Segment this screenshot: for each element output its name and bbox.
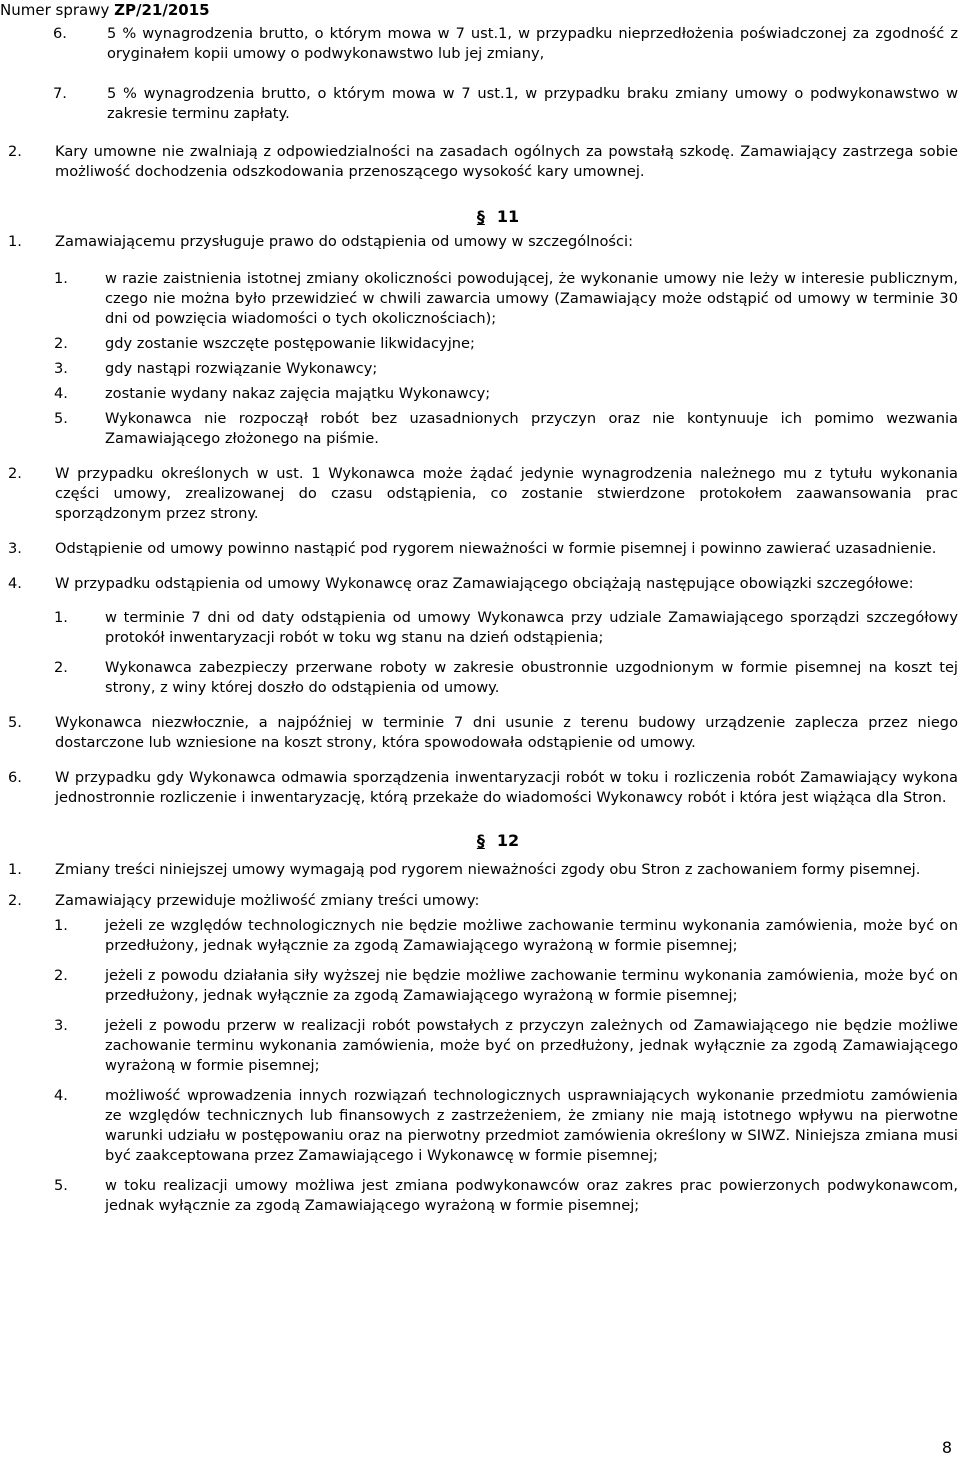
item-number: 3. — [54, 1017, 68, 1034]
item-number: 2. — [54, 967, 68, 984]
item-number: 5. — [54, 1177, 68, 1194]
item-text: W przypadku gdy Wykonawca odmawia sporządzenia inwentaryzacji robót w toku i rozliczenia robót Zamawiający wykona jednostronnie rozliczenie i inwentaryzację, którą przekaże do wiadomości Wykonawcy robót i która jest wiążąca dla Stron. — [55, 769, 958, 806]
item-number: 4. — [54, 1087, 68, 1104]
item-text: jeżeli ze względów technologicznych nie będzie możliwe zachowanie terminu wykonania zamówienia, może być on przedłużony, jednak wyłącznie za zgodą Zamawiającego wyrażoną w formie pisemnej; — [105, 917, 958, 954]
sub-list-item — [8, 384, 958, 404]
item-number: 2. — [8, 465, 22, 482]
item-number: 6. — [53, 25, 67, 42]
list-item — [8, 860, 958, 880]
item-number: 1. — [8, 233, 22, 250]
item-number: 2. — [54, 335, 68, 352]
item-text: Wykonawca zabezpieczy przerwane roboty w zakresie obustronnie uzgodnionym w formie pisemnej na koszt tej strony, z winy której doszło do odstąpienia od umowy. — [105, 659, 958, 696]
sub-list-item — [8, 1086, 958, 1166]
item-text: gdy zostanie wszczęte postępowanie likwidacyjne; — [105, 335, 475, 352]
item-text: W przypadku odstąpienia od umowy Wykonawcę oraz Zamawiającego obciążają następujące obowiązki szczegółowe: — [55, 575, 914, 592]
sub-list-item — [8, 269, 958, 329]
item-number: 5. — [54, 410, 68, 427]
item-text: Zamawiającemu przysługuje prawo do odstąpienia od umowy w szczególności: — [55, 233, 634, 250]
case-prefix: Numer sprawy — [0, 1, 110, 19]
item-number: 1. — [54, 609, 68, 626]
item-number: 3. — [8, 540, 22, 557]
paragraph-mark: § — [476, 831, 485, 850]
page-number: 8 — [941, 1438, 952, 1457]
item-text: 5 % wynagrodzenia brutto, o którym mowa w 7 ust.1, w przypadku nieprzedłożenia poświadczonej za zgodność z oryginałem kopii umowy o podwykonawstwo lub jej zmiany, — [107, 25, 958, 62]
sub-list-item — [8, 658, 958, 698]
item-number: 4. — [54, 385, 68, 402]
item-text: zostanie wydany nakaz zajęcia majątku Wykonawcy; — [105, 385, 491, 402]
item-number: 7. — [53, 85, 67, 102]
item-number: 5. — [8, 714, 22, 731]
list-item — [8, 713, 958, 753]
sub-list-item — [8, 608, 958, 648]
item-number: 4. — [8, 575, 22, 592]
item-text: Zmiany treści niniejszej umowy wymagają pod rygorem nieważności zgody obu Stron z zachowaniem formy pisemnej. — [55, 861, 921, 878]
item-number: 2. — [8, 892, 22, 909]
item-text: jeżeli z powodu działania siły wyższej nie będzie możliwe zachowanie terminu wykonania zamówienia, może być on przedłużony, jednak wyłącznie za zgodą Zamawiającego wyrażoną w formie pisemnej; — [105, 967, 958, 1004]
item-number: 2. — [54, 659, 68, 676]
sub-list-item — [8, 1016, 958, 1076]
list-item — [8, 142, 958, 182]
section-heading-12 — [8, 830, 958, 852]
sub-list-item — [8, 359, 958, 379]
case-number: ZP/21/2015 — [114, 1, 210, 19]
section-number: 11 — [496, 207, 520, 226]
item-text: W przypadku określonych w ust. 1 Wykonawca może żądać jedynie wynagrodzenia należnego mu z tytułu wykonania części umowy, zrealizowanej do czasu odstąpienia, co zostanie stwierdzone protokołem zaawansowania prac sporządzonym przez strony. — [55, 465, 958, 522]
sub-list-item — [8, 916, 958, 956]
item-text: gdy nastąpi rozwiązanie Wykonawcy; — [105, 360, 378, 377]
sub-list-item — [8, 334, 958, 354]
item-number: 1. — [8, 861, 22, 878]
sub-list-item — [8, 966, 958, 1006]
document-body — [8, 24, 958, 1216]
item-number: 3. — [54, 360, 68, 377]
item-text: Wykonawca nie rozpoczął robót bez uzasadnionych przyczyn oraz nie kontynuuje ich pomimo wezwania Zamawiającego złożonego na piśmie. — [105, 410, 958, 447]
paragraph-mark: § — [476, 207, 485, 226]
sub-list-item — [8, 409, 958, 449]
item-text: w terminie 7 dni od daty odstąpienia od umowy Wykonawca przy udziale Zamawiającego sporządzi szczegółowy protokół inwentaryzacji robót w toku wg stanu na dzień odstąpienia; — [105, 609, 958, 646]
list-item — [8, 24, 958, 64]
item-number: 2. — [8, 143, 22, 160]
item-text: Kary umowne nie zwalniają z odpowiedzialności na zasadach ogólnych za powstałą szkodę. Zamawiający zastrzega sobie możliwość dochodzenia odszkodowania przenoszącego wysokość kary umownej. — [55, 143, 958, 180]
list-item — [8, 891, 958, 911]
section-heading-11 — [8, 206, 958, 228]
document-header — [0, 0, 210, 20]
section-number: 12 — [496, 831, 520, 850]
list-item — [8, 574, 958, 594]
item-text: Zamawiający przewiduje możliwość zmiany treści umowy: — [55, 892, 480, 909]
item-number: 6. — [8, 769, 22, 786]
item-text: w razie zaistnienia istotnej zmiany okoliczności powodującej, że wykonanie umowy nie leży w interesie publicznym, czego nie można było przewidzieć w chwili zawarcia umowy (Zamawiający może odstąpić od umowy w terminie 30 dni od powzięcia wiadomości o tych okolicznościach); — [105, 270, 958, 327]
item-text: w toku realizacji umowy możliwa jest zmiana podwykonawców oraz zakres prac powierzonych podwykonawcom, jednak wyłącznie za zgodą Zamawiającego wyrażoną w formie pisemnej; — [105, 1177, 958, 1214]
list-item — [8, 84, 958, 124]
item-text: 5 % wynagrodzenia brutto, o którym mowa w 7 ust.1, w przypadku braku zmiany umowy o podwykonawstwo w zakresie terminu zapłaty. — [107, 85, 958, 122]
sub-list-item — [8, 1176, 958, 1216]
item-text: Odstąpienie od umowy powinno nastąpić pod rygorem nieważności w formie pisemnej i powinno zawierać uzasadnienie. — [55, 540, 937, 557]
item-text: możliwość wprowadzenia innych rozwiązań technologicznych usprawniających wykonanie przedmiotu zamówienia ze względów technicznych lub finansowych z zastrzeżeniem, że zmiany nie mają istotnego wpływu na pierwotne warunki udziału w postępowaniu oraz na pierwotny przedmiot zamówienia określony w SIWZ. Niniejsza zmiana musi być zaakceptowana przez Zamawiającego i Wykonawcę w formie pisemnej; — [105, 1087, 958, 1164]
item-text: Wykonawca niezwłocznie, a najpóźniej w terminie 7 dni usunie z terenu budowy urządzenie zaplecza przez niego dostarczone lub wzniesione na koszt strony, która spowodowała odstąpienie od umowy. — [55, 714, 958, 751]
item-number: 1. — [54, 917, 68, 934]
list-item — [8, 464, 958, 524]
item-number: 1. — [54, 270, 68, 287]
list-item — [8, 232, 958, 252]
list-item — [8, 539, 958, 559]
list-item — [8, 768, 958, 808]
item-text: jeżeli z powodu przerw w realizacji robót powstałych z przyczyn zależnych od Zamawiającego nie będzie możliwe zachowanie terminu wykonania zamówienia, może być on przedłużony, jednak wyłącznie za zgodą Zamawiającego wyrażoną w formie pisemnej; — [105, 1017, 958, 1074]
